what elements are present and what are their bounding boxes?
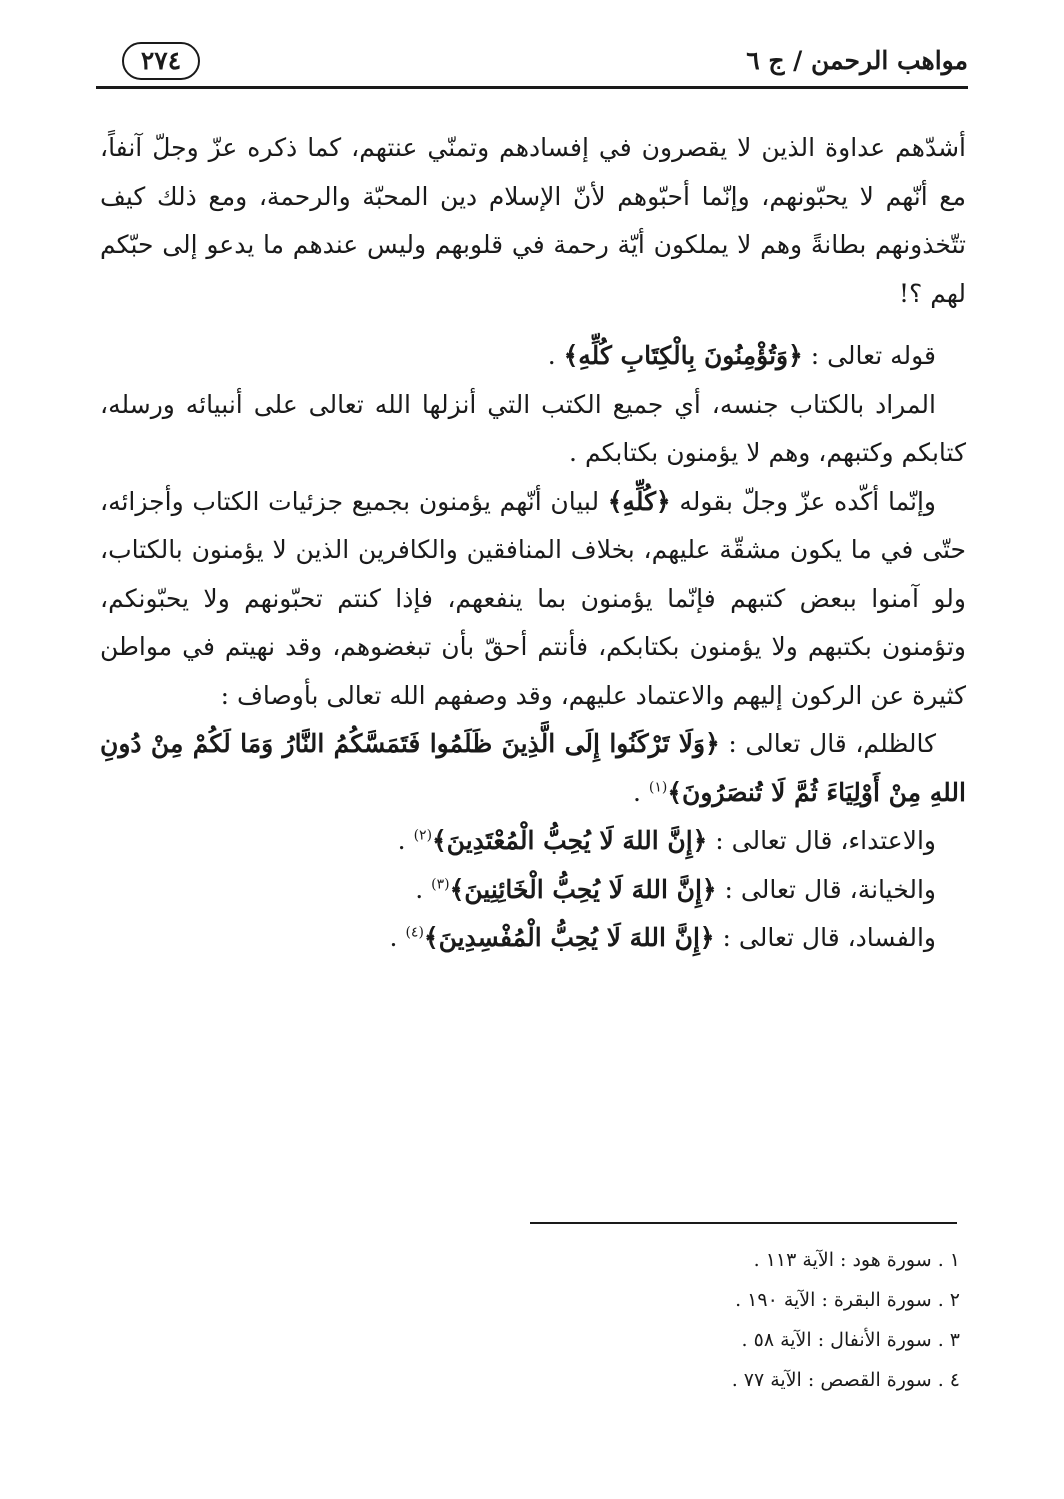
- footnote-separator: [530, 1222, 957, 1224]
- attribute-lead: والفساد، قال تعالى :: [714, 923, 936, 952]
- footnote-item: ٢ . سورة البقرة : الآية ١٩٠ .: [735, 1289, 960, 1311]
- verse-heading-tail: .: [547, 341, 564, 370]
- attribute-tail: .: [415, 874, 432, 904]
- attribute-oppression: [100, 720, 966, 817]
- footnote-ref: (٤): [405, 924, 424, 941]
- page-header: [96, 40, 968, 92]
- emphasis-tail: لبيان أنّهم يؤمنون بجميع جزئيات الكتاب وأجزائه، حتّى في ما يكون مشقّة عليهم، بخلاف المنافقين والكافرين الذين لا يؤمنون بالكتاب، ولو آمنوا ببعض كتبهم فإنّما يؤمنون بما ينفعهم، فإذا كنتم تحبّونهم ولا يحبّونكم، وتؤمنون بكتبهم ولا يؤمنون بكتابكم، فأنتم أحقّ بأن تبغضوهم، وقد نهيتم في مواطن كثيرة عن الركون إليهم والاعتماد عليهم، وقد وصفهم الله تعالى بأوصاف :: [100, 486, 966, 710]
- verse-heading: [100, 332, 966, 381]
- quran-verse: ﴿إِنَّ اللهَ لَا يُحِبُّ الْمُعْتَدِينَ﴾: [432, 826, 708, 855]
- verse-heading-lead: قوله تعالى :: [802, 341, 936, 370]
- footnote-item: ١ . سورة هود : الآية ١١٣ .: [753, 1249, 960, 1271]
- footnote-item: ٤ . سورة القصص : الآية ٧٧ .: [731, 1369, 960, 1391]
- main-text: [100, 124, 966, 963]
- header-rule: [96, 86, 968, 89]
- page-number-badge: ٢٧٤: [122, 42, 200, 80]
- quran-verse: ﴿إِنَّ اللهَ لَا يُحِبُّ الْخَائِنِينَ﴾: [449, 874, 717, 904]
- paragraph-gap: [100, 318, 966, 332]
- running-title: مواهب الرحمن / ج ٦: [746, 46, 968, 75]
- footnote-ref: (١): [648, 779, 668, 796]
- paragraph-explanation: المراد بالكتاب جنسه، أي جميع الكتب التي أنزلها الله تعالى على أنبيائه ورسله، كتابكم وكتبهم، وهم لا يؤمنون بكتابكم .: [100, 389, 966, 467]
- quran-verse: ﴿إِنَّ اللهَ لَا يُحِبُّ الْمُفْسِدِينَ﴾: [423, 923, 715, 952]
- quran-word: ﴿كُلِّهِ﴾: [607, 486, 671, 516]
- attribute-treachery: [100, 866, 966, 915]
- quran-verse: ﴿وَلَا تَرْكَنُوا إِلَى الَّذِينَ ظَلَمُوا فَتَمَسَّكُمُ النَّارُ وَمَا لَكُمْ مِنْ دُونِ اللهِ مِنْ أَوْلِيَاءَ ثُمَّ لَا تُنصَرُونَ﴾: [100, 729, 966, 807]
- attribute-tail: .: [397, 826, 414, 855]
- attribute-tail: .: [632, 777, 649, 807]
- paragraph-continuation: أشدّهم عداوة الذين لا يقصرون في إفسادهم وتمنّي عنتهم، كما ذكره عزّ وجلّ آنفاً، مع أنّهم لا يحبّونهم، وإنّما أحبّوهم لأنّ الإسلام دين المحبّة والرحمة، ومع ذلك كيف تتّخذونهم بطانةً وهم لا يملكون أيّة رحمة في قلوبهم وليس عندهم ما يدعو إلى حبّكم لهم ؟!: [100, 133, 966, 308]
- quran-verse: ﴿وَتُؤْمِنُونَ بِالْكِتَابِ كُلِّهِ﴾: [563, 341, 803, 370]
- attribute-tail: .: [389, 923, 406, 952]
- attribute-lead: والخيانة، قال تعالى :: [716, 874, 936, 904]
- paragraph-emphasis: [100, 478, 966, 721]
- attribute-corruption: [100, 914, 966, 963]
- footnote-ref: (٢): [413, 827, 433, 844]
- footnote-ref: (٣): [431, 876, 450, 893]
- attribute-lead: والاعتداء، قال تعالى :: [707, 826, 936, 855]
- attribute-aggression: [100, 817, 966, 866]
- footnote-item: ٣ . سورة الأنفال : الآية ٥٨ .: [741, 1329, 960, 1351]
- emphasis-lead: وإنّما أكّده عزّ وجلّ بقوله: [670, 486, 936, 516]
- footnotes: [560, 1240, 960, 1400]
- attribute-lead: كالظلم، قال تعالى :: [719, 729, 936, 758]
